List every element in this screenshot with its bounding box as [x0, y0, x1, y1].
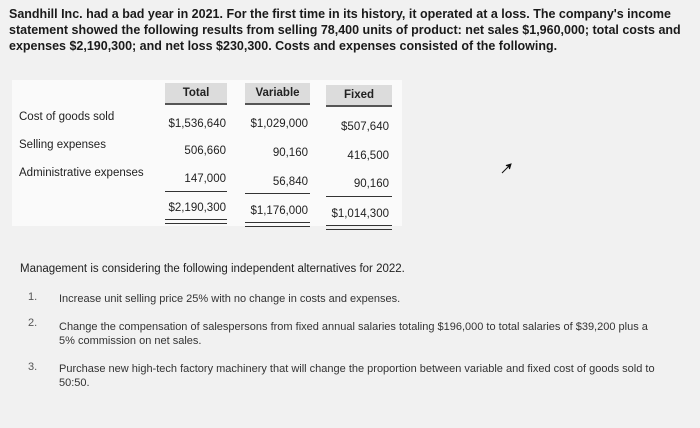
mouse-cursor-icon — [500, 163, 512, 175]
cogs-variable: $1,029,000 — [250, 118, 308, 130]
fixed-total: $1,014,300 — [331, 208, 389, 220]
alternative-1-text: Increase unit selling price 25% with no change in costs and expenses. — [59, 293, 401, 305]
selling-total: 506,660 — [184, 145, 226, 157]
header-variable: Variable — [245, 83, 310, 105]
problem-intro: Sandhill Inc. had a bad year in 2021. For the first time in its history, it operated at a loss. The company's income statement showed the following results from selling 78,400 units of product: net sales $1,960,000; total costs and expenses $2,190,300; and net loss $230,300. Costs and expenses consisted of the following. — [9, 7, 681, 53]
double-underline-variable — [245, 222, 310, 227]
alternative-2-text: Change the compensation of salespersons from fixed annual salaries totaling $196,000 to total salaries of $39,200 plus a 5% commission on net sales. — [59, 321, 648, 347]
row-label-cogs: Cost of goods sold — [19, 111, 115, 123]
underline-total — [165, 191, 227, 192]
alternative-3-text: Purchase new high-tech factory machinery that will change the proportion between variable and fixed cost of goods sold to 50:50. — [59, 363, 655, 389]
admin-fixed: 90,160 — [353, 178, 389, 190]
underline-fixed — [326, 196, 392, 197]
management-statement: Management is considering the following independent alternatives for 2022. — [20, 263, 405, 275]
alternative-3-number: 3. — [28, 361, 38, 373]
admin-variable: 56,840 — [272, 176, 308, 188]
grand-total: $2,190,300 — [168, 202, 226, 214]
row-label-admin: Administrative expenses — [19, 167, 144, 179]
selling-variable: 90,160 — [272, 147, 308, 159]
cogs-fixed: $507,640 — [341, 121, 389, 133]
admin-total: 147,000 — [184, 173, 226, 185]
alternative-2-number: 2. — [28, 317, 38, 329]
variable-total: $1,176,000 — [250, 205, 308, 217]
double-underline-fixed — [326, 225, 392, 230]
double-underline-total — [165, 219, 227, 224]
header-fixed: Fixed — [326, 85, 392, 107]
underline-variable — [245, 193, 310, 194]
selling-fixed: 416,500 — [347, 150, 389, 162]
cogs-total: $1,536,640 — [168, 118, 226, 130]
alternative-1-number: 1. — [28, 291, 38, 303]
row-label-selling: Selling expenses — [19, 139, 106, 151]
header-total: Total — [165, 83, 227, 105]
